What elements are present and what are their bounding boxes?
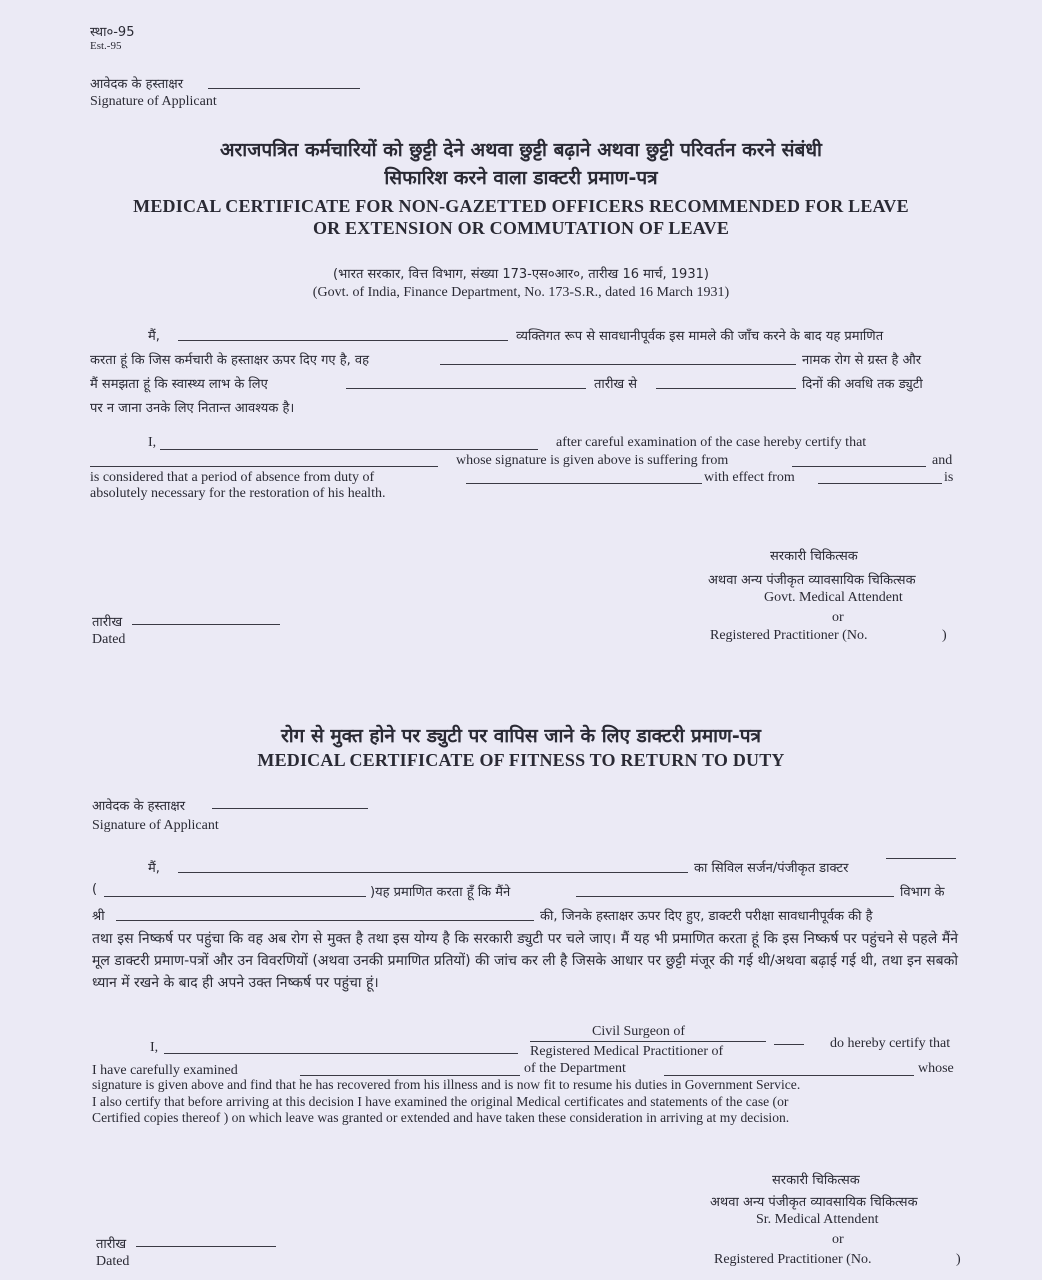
fitness-hi-line1-start: मैं, <box>148 861 160 876</box>
leave-cert-title-english-2: OR EXTENSION OR COMMUTATION OF LEAVE <box>312 218 730 238</box>
fitness-doctor-title-english-1: Sr. Medical Attendent <box>756 1212 879 1227</box>
fitness-doctor-or: or <box>832 1232 844 1247</box>
fitness-doctor-title-hindi-2: अथवा अन्य पंजीकृत व्यावसायिक चिकित्सक <box>710 1195 918 1210</box>
fitness-date-label-hindi: तारीख <box>96 1237 127 1252</box>
leave-hi-disease-field[interactable] <box>440 364 796 365</box>
fitness-hi-line3-end: की, जिनके हस्ताक्षर ऊपर दिए हुए, डाक्टरी परीक्षा सावधानीपूर्वक की है <box>540 909 873 924</box>
leave-en-line2-mid: whose signature is given above is suffering from <box>456 453 729 468</box>
fitness-en-registered: Registered Medical Practitioner of <box>530 1044 724 1059</box>
leave-en-line1-start: I, <box>148 435 157 450</box>
leave-en-line2-end: and <box>932 453 953 468</box>
leave-hi-line3-start: मैं समझता हूं कि स्वास्थ्य लाभ के लिए <box>90 377 268 392</box>
leave-hi-line3-end: दिनों की अवधि तक ड्युटी <box>802 377 923 392</box>
fitness-hi-line2-start: ( <box>92 882 98 897</box>
leave-en-from-date-field[interactable] <box>818 483 942 484</box>
leave-cert-title-hindi-2: सिफारिश करने वाला डाक्टरी प्रमाण-पत्र <box>384 167 658 189</box>
leave-date-label-hindi: तारीख <box>92 615 123 630</box>
leave-cert-reference-english: (Govt. of India, Finance Department, No. 173-S.R., dated 16 March 1931) <box>312 285 730 300</box>
fitness-date-field[interactable] <box>136 1246 276 1247</box>
fitness-hi-line1-end: का सिविल सर्जन/पंजीकृत डाक्टर <box>694 861 849 876</box>
leave-hi-line4: पर न जाना उनके लिए नितान्त आवश्यक है। <box>90 401 295 416</box>
leave-en-line3-mid: with effect from <box>704 470 795 485</box>
fitness-en-civil-surgeon: Civil Surgeon of <box>592 1024 686 1039</box>
fitness-en-line5: Certified copies thereof ) on which leave was granted or extended and have taken these consideration in arriving at my decision. <box>92 1110 790 1125</box>
fitness-en-fraction-line <box>530 1041 766 1042</box>
fitness-en-line2-mid: of the Department <box>524 1061 626 1076</box>
fitness-applicant-signature-english: Signature of Applicant <box>92 818 219 833</box>
leave-doctor-title-hindi-2: अथवा अन्य पंजीकृत व्यावसायिक चिकित्सक <box>708 573 916 588</box>
leave-doctor-title-english-2: Registered Practitioner (No. <box>710 628 868 643</box>
leave-doctor-title-hindi-1: सरकारी चिकित्सक <box>770 549 858 564</box>
fitness-hi-place-field[interactable] <box>886 858 956 859</box>
fitness-en-doctor-name-field[interactable] <box>164 1053 518 1054</box>
leave-hi-doctor-name-field[interactable] <box>178 340 508 341</box>
form-number-hindi: स्था०-95 <box>90 25 135 40</box>
leave-cert-reference-hindi: (भारत सरकार, वित्त विभाग, संख्या 173-एस०आर०, तारीख 16 मार्च, 1931) <box>333 267 709 282</box>
fitness-doctor-title-english-2: Registered Practitioner (No. <box>714 1252 872 1267</box>
fitness-applicant-signature-hindi: आवेदक के हस्ताक्षर <box>92 799 186 814</box>
leave-en-employee-field[interactable] <box>90 466 438 467</box>
leave-en-line3-start: is considered that a period of absence from duty of <box>90 470 375 485</box>
fitness-en-employee-field[interactable] <box>300 1075 520 1076</box>
leave-en-doctor-name-field[interactable] <box>160 449 538 450</box>
leave-hi-from-date-field[interactable] <box>656 388 796 389</box>
form-number-english: Est.-95 <box>90 40 122 52</box>
fitness-cert-title-english: MEDICAL CERTIFICATE OF FITNESS TO RETURN TO DUTY <box>257 750 785 770</box>
fitness-hi-paragraph: तथा इस निष्कर्ष पर पहुंचा कि वह अब रोग से मुक्त है तथा इस योग्य है कि सरकारी ड्युटी पर चले जाए। मैं यह भी प्रमाणित करता हूं कि इस निष्कर्ष पर पहुंचने से पहले मैंने मूल डाक्टरी प्रमाण-पत्रों और उन विवरणियों (अथवा उनकी प्रमाणित प्रतियों) की जांच कर ली है जिसके आधार पर छुट्टी मंजूर की गई थी/अथवा बढ़ाई गई थी, तथा इन सबको ध्यान में रखने के बाद ही अपने उक्त निष्कर्ष पर पहुंचा हूं। <box>92 931 958 991</box>
fitness-hi-line2-mid: )यह प्रमाणित करता हूँ कि मैंने <box>370 885 511 900</box>
fitness-hi-line3-start: श्री <box>92 909 105 924</box>
fitness-en-line3: signature is given above and find that he has recovered from his illness and is now fit to resume his duties in Government Service. <box>92 1077 801 1092</box>
fitness-en-line2-start: I have carefully examined <box>92 1063 238 1078</box>
applicant-signature-field[interactable] <box>208 88 360 89</box>
leave-en-disease-field[interactable] <box>792 466 926 467</box>
leave-cert-title-hindi-1: अराजपत्रित कर्मचारियों को छुट्टी देने अथवा छुट्टी बढ़ाने अथवा छुट्टी परिवर्तन करने संबंधी <box>220 139 822 161</box>
fitness-date-label-english: Dated <box>96 1254 130 1269</box>
leave-hi-line2-start: करता हूं कि जिस कर्मचारी के हस्ताक्षर ऊपर दिए गए है, वह <box>90 353 370 368</box>
leave-doctor-or: or <box>832 610 844 625</box>
fitness-en-place-field[interactable] <box>774 1044 804 1045</box>
leave-hi-line3-mid: तारीख से <box>594 377 638 392</box>
leave-en-line1-end: after careful examination of the case hereby certify that <box>556 435 867 450</box>
applicant-signature-label-hindi: आवेदक के हस्ताक्षर <box>90 77 184 92</box>
fitness-en-i: I, <box>150 1040 159 1055</box>
leave-date-field[interactable] <box>132 624 280 625</box>
leave-hi-line2-end: नामक रोग से ग्रस्त है और <box>802 353 922 368</box>
fitness-doctor-title-hindi-1: सरकारी चिकित्सक <box>772 1173 860 1188</box>
fitness-hi-employee-field[interactable] <box>116 920 534 921</box>
fitness-hi-doctor-name-field[interactable] <box>178 872 688 873</box>
applicant-signature-label-english: Signature of Applicant <box>90 94 217 109</box>
leave-cert-title-english-1: MEDICAL CERTIFICATE FOR NON-GAZETTED OFFICERS RECOMMENDED FOR LEAVE <box>133 196 909 216</box>
leave-hi-period-field[interactable] <box>346 388 586 389</box>
fitness-applicant-signature-field[interactable] <box>212 808 368 809</box>
leave-en-line3-end: is <box>944 470 954 485</box>
fitness-cert-title-hindi: रोग से मुक्त होने पर ड्युटी पर वापिस जाने के लिए डाक्टरी प्रमाण-पत्र <box>280 725 762 747</box>
leave-doctor-title-english-1: Govt. Medical Attendent <box>764 590 903 605</box>
fitness-en-line4: I also certify that before arriving at this decision I have examined the original Medical certificates and statements of the case (or <box>92 1094 789 1109</box>
leave-hi-line1-start: मैं, <box>148 329 160 344</box>
fitness-hi-department-field[interactable] <box>576 896 894 897</box>
leave-en-line4: absolutely necessary for the restoration of his health. <box>90 486 386 501</box>
leave-doctor-reg-close: ) <box>942 628 947 643</box>
leave-date-label-english: Dated <box>92 632 126 647</box>
leave-en-period-field[interactable] <box>466 483 702 484</box>
fitness-en-line2-end: whose <box>918 1061 954 1076</box>
fitness-hi-line2-end: विभाग के <box>900 885 945 900</box>
leave-hi-line1-end: व्यक्तिगत रूप से सावधानीपूर्वक इस मामले की जाँच करने के बाद यह प्रमाणित <box>516 329 884 344</box>
fitness-en-department-field[interactable] <box>664 1075 914 1076</box>
fitness-hi-reg-no-field[interactable] <box>104 896 366 897</box>
fitness-doctor-reg-close: ) <box>956 1252 961 1267</box>
fitness-en-certify: do hereby certify that <box>830 1036 951 1051</box>
